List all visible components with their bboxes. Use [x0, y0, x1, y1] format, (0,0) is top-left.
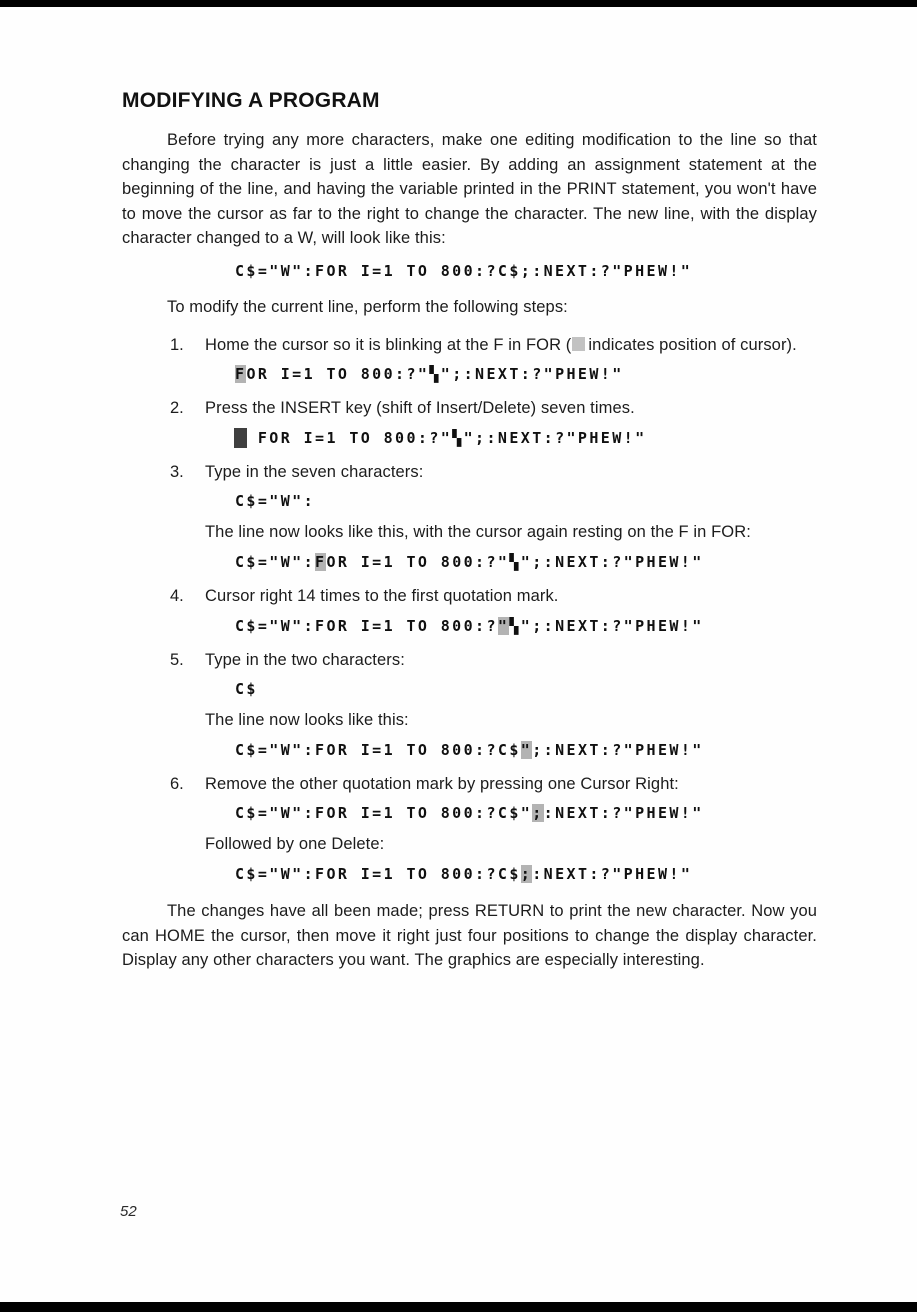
step-number: 1.: [170, 335, 184, 354]
steps-lead-paragraph: To modify the current line, perform the following steps:: [167, 297, 568, 316]
intro-paragraph: Before trying any more characters, make one editing modification to the line so that changing the character is just a little easier. By adding an assignment statement at the beginning of the line, and having the variable printed in the PRINT statement, you won't have to move the cursor as far to the right to change the character. The new line, with the display character changed to a W, will look like this:: [122, 131, 817, 248]
step-number: 3.: [170, 462, 184, 481]
step-number: 4.: [170, 586, 184, 605]
step-item-4: [122, 584, 817, 635]
code-line-step-1: FOR I=1 TO 800:?"▚";:NEXT:?"PHEW!": [235, 365, 624, 384]
code-line-step-3-result: C$="W":FOR I=1 TO 800:?"▚";:NEXT:?"PHEW!": [235, 552, 704, 571]
step-text: Press the INSERT key (shift of Insert/Delete) seven times.: [205, 399, 635, 418]
numbered-steps-list: [122, 333, 817, 883]
step-body: [205, 584, 817, 635]
step-item-3: [122, 460, 817, 571]
step-body: [205, 460, 817, 571]
step-number: 6.: [170, 774, 184, 793]
step-text: Cursor right 14 times to the first quotation mark.: [205, 586, 559, 605]
code-line-step-6-result: C$="W":FOR I=1 TO 800:?C$;:NEXT:?"PHEW!": [235, 864, 693, 883]
step-item-1: [122, 333, 817, 384]
code-line-step-6: C$="W":FOR I=1 TO 800:?C$";:NEXT:?"PHEW!": [235, 804, 704, 823]
code-line-step-2: FOR I=1 TO 800:?"▚";:NEXT:?"PHEW!": [235, 430, 817, 447]
step-number: 5.: [170, 650, 184, 669]
step-body: [205, 396, 817, 447]
scan-edge-top: [0, 0, 917, 7]
step-text-before-glyph: Home the cursor so it is blinking at the F in FOR (: [205, 335, 572, 354]
code-line-step-5: C$: [235, 680, 258, 699]
step-item-6: [122, 772, 817, 883]
step-body: [205, 333, 817, 384]
step-text: Remove the other quotation mark by pressing one Cursor Right:: [205, 774, 679, 793]
code-line-new-program-line: C$="W":FOR I=1 TO 800:?C$;:NEXT:?"PHEW!": [235, 261, 693, 280]
closing-paragraph: The changes have all been made; press RETURN to print the new character. Now you can HOME the cursor, then move it right just four positions to change the display character. Display any other characters you want. The graphics are especially interesting.: [122, 901, 817, 970]
step-number: 2.: [170, 399, 184, 418]
page-title: MODIFYING A PROGRAM: [122, 89, 380, 112]
page-number: 52: [120, 1203, 137, 1220]
step-body: [205, 772, 817, 883]
step-note-text: Followed by one Delete:: [205, 835, 385, 854]
step-body: [205, 648, 817, 759]
code-line-step-3: C$="W":: [235, 492, 316, 511]
step-item-2: [122, 396, 817, 447]
step-text-after-glyph: indicates position of cursor).: [588, 335, 797, 354]
cursor-position-glyph: [572, 337, 585, 351]
step-text: [205, 333, 817, 358]
scan-edge-bottom: [0, 1302, 917, 1312]
step-text: Type in the two characters:: [205, 650, 405, 669]
code-line-step-4: C$="W":FOR I=1 TO 800:?"▚";:NEXT:?"PHEW!": [235, 616, 704, 635]
step-text: Type in the seven characters:: [205, 462, 424, 481]
step-note-text: The line now looks like this:: [205, 711, 409, 730]
step-note-text: The line now looks like this, with the cursor again resting on the F in FOR:: [205, 523, 751, 542]
code-line-step-5-result: C$="W":FOR I=1 TO 800:?C$";:NEXT:?"PHEW!": [235, 740, 704, 759]
step-item-5: [122, 648, 817, 759]
